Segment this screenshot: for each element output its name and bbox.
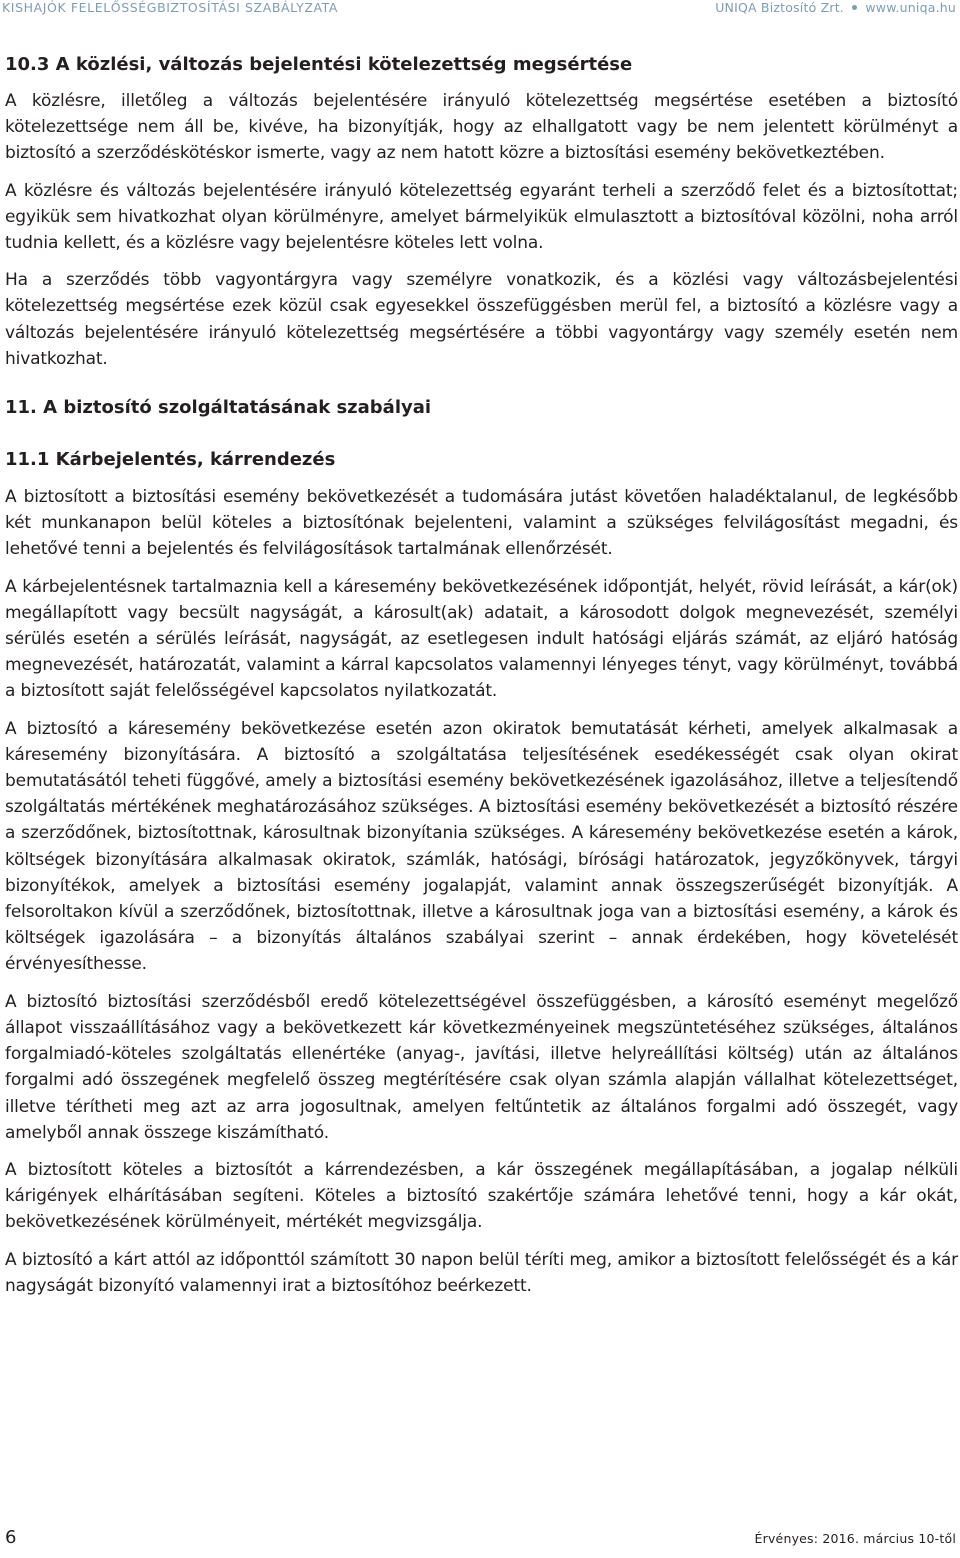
paragraph: A biztosító a kárt attól az időponttól számított 30 napon belül téríti meg, amikor a biztosított felelősségét és a kár nagyságát bizonyító valamennyi irat a biztosítóhoz beérkezett. bbox=[5, 1249, 958, 1296]
page-header bbox=[0, 0, 960, 20]
website-link[interactable]: www.uniqa.hu bbox=[865, 0, 956, 15]
document-title: KISHAJÓK FELELŐSSÉGBIZTOSÍTÁSI SZABÁLYZATA bbox=[2, 0, 339, 15]
section-11-1-heading: 11.1 Kárbejelentés, kárrendezés bbox=[5, 449, 336, 471]
paragraph: A biztosított köteles a biztosítót a kárrendezésben, a kár összegének megállapításában, a jogalap nélküli kárigények elhárításában segíteni. Köteles a biztosító szakértője számára lehetővé tenni, hogy a kár okát, bekövetkezésének körülményeit, mértékét megvizsgálja. bbox=[5, 1159, 958, 1233]
paragraph: A biztosító biztosítási szerződésből eredő kötelezettségével összefüggésben, a károsító eseményt megelőző állapot visszaállításához vagy a bekövetkezett kár következményeinek megszüntetéséhez szükséges, általános forgalmiadó-köteles szolgáltatás ellenértéke (anyag-, javítási, illetve helyreállítási költség) után az általános forgalmi adó összegének megfelelő összeg megtérítésére csak olyan számla alapján vállalhat kötelezettséget, illetve térítheti meg azt az arra jogosultnak, amelyen feltűntetik az általános forgalmi adó összegét, vagy amelyből annak összege kiszámítható. bbox=[5, 991, 958, 1143]
page-number: 6 bbox=[5, 1527, 17, 1548]
paragraph: A kárbejelentésnek tartalmaznia kell a káresemény bekövetkezésének időpontját, helyét, rövid leírását, a kár(ok) megállapított vagy becsült nagyságát, a károsult(ak) adatait, a károsodott dolgok megnevezését, személyi sérülés esetén a sérülés leírását, nagyságát, az esetlegesen indult hatósági eljárás számát, az eljáró hatóság megnevezését, határozatát, valamint a kárral kapcsolatos valamennyi lényeges tényt, vagy körülményt, továbbá a biztosított saját felelősségével kapcsolatos nyilatkozatát. bbox=[5, 576, 958, 702]
document-body bbox=[5, 52, 958, 1310]
paragraph: A biztosított a biztosítási esemény bekövetkezését a tudomására jutást követően haladéktalanul, de legkésőbb két munkanapon belül köteles a biztosítónak bejelenteni, valamint a szükséges felvilágosítást megadni, és lehetővé tenni a bejelentés és felvilágosítások tartalmának ellenőrzését. bbox=[5, 487, 958, 560]
paragraph: A biztosító a káresemény bekövetkezése esetén azon okiratok bemutatását kérheti, amelyek alkalmasak a káresemény bizonyítására. A biztosító a szolgáltatása teljesítésének esedékességét csak olyan okirat bemutatásától teheti függővé, amely a biztosítási esemény bekövetkezésének igazolásához, illetve a teljesítendő szolgáltatás mértékének meghatározásához szükséges. A biztosítási esemény bekövetkezését a biztosító részére a szerződőnek, biztosítottnak, károsultnak bizonyítania szükséges. A káresemény bekövetkezése esetén a károk, költségek bizonyítására alkalmasak okiratok, számlák, hatósági, bírósági határozatok, jegyzőkönyvek, tárgyi bizonyítékok, amelyek a biztosítási esemény jogalapját, valamint annak összegszerűségét bizonyítják. A felsoroltakon kívül a szerződőnek, biztosítottnak, illetve a károsultnak joga van a biztosítási esemény, a károk és költségek igazolására – a bizonyítás általános szabályai szerint – annak érdekében, hogy követelését érvényesíthesse. bbox=[5, 718, 958, 975]
bullet-separator-icon bbox=[852, 5, 857, 10]
paragraph: Ha a szerződés több vagyontárgyra vagy személyre vonatkozik, és a közlési vagy változásbejelentési kötelezettség megsértése ezek közül csak egyesekkel összefüggésben merül fel, a biztosító a közlésre vagy a változás bejelentésére irányuló kötelezettség megsértésére a többi vagyontárgy vagy személy esetén nem hivatkozhat. bbox=[5, 270, 958, 369]
publisher-info bbox=[715, 0, 956, 15]
section-10-3-heading: 10.3 A közlési, változás bejelentési kötelezettség megsértése bbox=[5, 54, 633, 75]
validity-date: Érvényes: 2016. március 10-től bbox=[754, 1531, 956, 1546]
section-11-heading: 11. A biztosító szolgáltatásának szabályai bbox=[5, 397, 432, 419]
paragraph: A közlésre, illetőleg a változás bejelentésére irányuló kötelezettség megsértése esetében a biztosító kötelezettsége nem áll be, kivéve, ha bizonyítják, hogy az elhallgatott vagy be nem jelentett körülményt a biztosító a szerződéskötéskor ismerte, vagy az nem hatott közre a biztosítási esemény bekövetkeztében. bbox=[5, 91, 958, 164]
company-name: UNIQA Biztosító Zrt. bbox=[715, 0, 844, 15]
paragraph: A közlésre és változás bejelentésére irányuló kötelezettség egyaránt terheli a szerződő felet és a biztosítottat; egyikük sem hivatkozhat olyan körülményre, amelyet bármelyikük elmulasztott a biztosítóval közölni, noha arról tudnia kellett, és a közlésre vagy bejelentésre köteles lett volna. bbox=[5, 180, 958, 254]
